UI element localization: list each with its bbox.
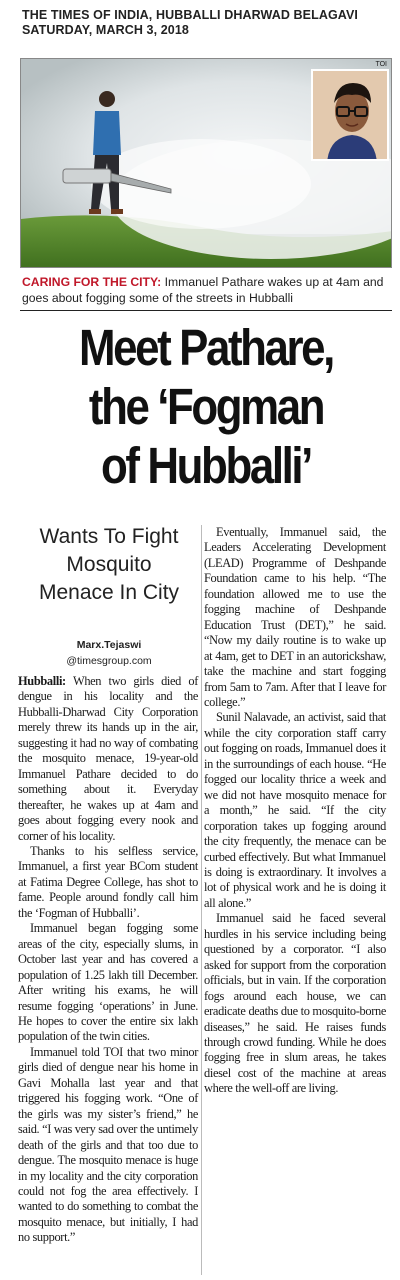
- caption-kicker: CARING FOR THE CITY:: [22, 275, 162, 289]
- article-column-2: [204, 525, 386, 1097]
- masthead-date: SATURDAY, MARCH 3, 2018: [22, 23, 189, 37]
- inset-portrait: [311, 69, 389, 161]
- column-divider: [201, 525, 202, 1275]
- photo-credit: TOI: [375, 61, 387, 68]
- portrait-illustration: [313, 71, 389, 161]
- subheadline-line-1: Wants To Fight: [39, 525, 179, 548]
- caption-divider: [20, 310, 392, 311]
- article-paragraph-7: Immanuel said he faced several hurdles in his service including being questioned by a corporator. “I also asked for support from the corporation officials, but in vain. If the corporation fogs around each house, we can eradicate deaths due to mosquito-borne diseases,” he said. He raises funds through crowd funding. While he does fogging free in slum areas, he takes diesel cost of the machine at areas where the well-off are living.: [204, 911, 386, 1096]
- article-paragraph-6: Sunil Nalavade, an activist, said that while the city corporation staff carry out fogging on roads, Immanuel does it in the surroundings of each house. “He fogged our locality thrice a week and we did not have mosquito menace for a month,” he said. “If the city corporation takes up fogging around the city frequently, the menace can be curbed effectively. But what Immanuel is doing is extraordinary. It involves a lot of physical work and he is doing it all alone.”: [204, 710, 386, 910]
- masthead-publication: THE TIMES OF INDIA, HUBBALLI DHARWAD BELAGAVI: [22, 8, 358, 22]
- article-paragraph-1: Hubballi: When two girls died of dengue in his locality and the Hubballi-Dharwad City Corporation merely threw its hands up in the air, suggesting it had no way of combating the mosquito menace, 19-year-old Immanuel Pathare decided to do something about it. Everyday thereafter, he wakes up at 4am and goes about fogging every nook and corner of his locality.: [18, 674, 199, 843]
- photo-caption: [22, 274, 388, 306]
- headline-line-2: the ‘Fogman: [88, 378, 324, 435]
- article-paragraph-5: Eventually, Immanuel said, the Leaders Accelerating Development (LEAD) Programme of Deshpande Foundation came to his help. “The foundation allowed me to use the fogging machine of Deshpande Education Trust (DET),” he said. “Now my daily routine is to wake up at 4am, get to DET in an autorickshaw, take the machine and start fogging from 5am to 7am. After that I leave for college.”: [204, 525, 386, 709]
- caption-text: Immanuel Pathare wakes up at 4am and goes about fogging some of the streets in Hubballi: [22, 275, 384, 305]
- article-paragraph-2: Thanks to his selfless service, Immanuel, a first year BCom student at Fatima Degree College, has shot to fame. People around fondly call him the ‘Fogman of Hubballi’.: [18, 843, 198, 920]
- headline-line-1: Meet Pathare,: [79, 319, 333, 376]
- article-paragraph-4: Immanuel told TOI that two minor girls died of dengue near his home in Gavi Mohalla last year and that triggered his fogging work. “One of the girls was my sister’s friend,” he said. “I was very sad over the untimely death of the girls and that too due to dengue. The mosquito menace is huge in my locality and the city corporation could not fog the area effectively. I wanted to do something to combat the mosquito menace, but initially, I had no support.”: [18, 1044, 198, 1245]
- article-column-1: [18, 674, 198, 1246]
- headline-line-3: of Hubballi’: [101, 437, 311, 494]
- subheadline-line-2: Mosquito: [66, 553, 152, 576]
- news-photo: [20, 58, 392, 268]
- byline-author: Marx.Tejaswi: [76, 639, 142, 651]
- subheadline: [18, 523, 200, 607]
- article-dateline: Hubballi:: [18, 674, 66, 688]
- article-paragraph-3: Immanuel began fogging some areas of the city, especially slums, in October last year and has covered a population of 1.25 lakh till December. After writing his exams, he will resume fogging ‘operations’ in June. He hopes to cover the entire six lakh population of the twin cities.: [18, 921, 198, 1044]
- masthead: [22, 8, 382, 38]
- headline: [43, 318, 370, 495]
- byline-org: @timesgroup.com: [66, 655, 152, 667]
- byline: [18, 637, 200, 669]
- subheadline-line-3: Menace In City: [38, 581, 180, 604]
